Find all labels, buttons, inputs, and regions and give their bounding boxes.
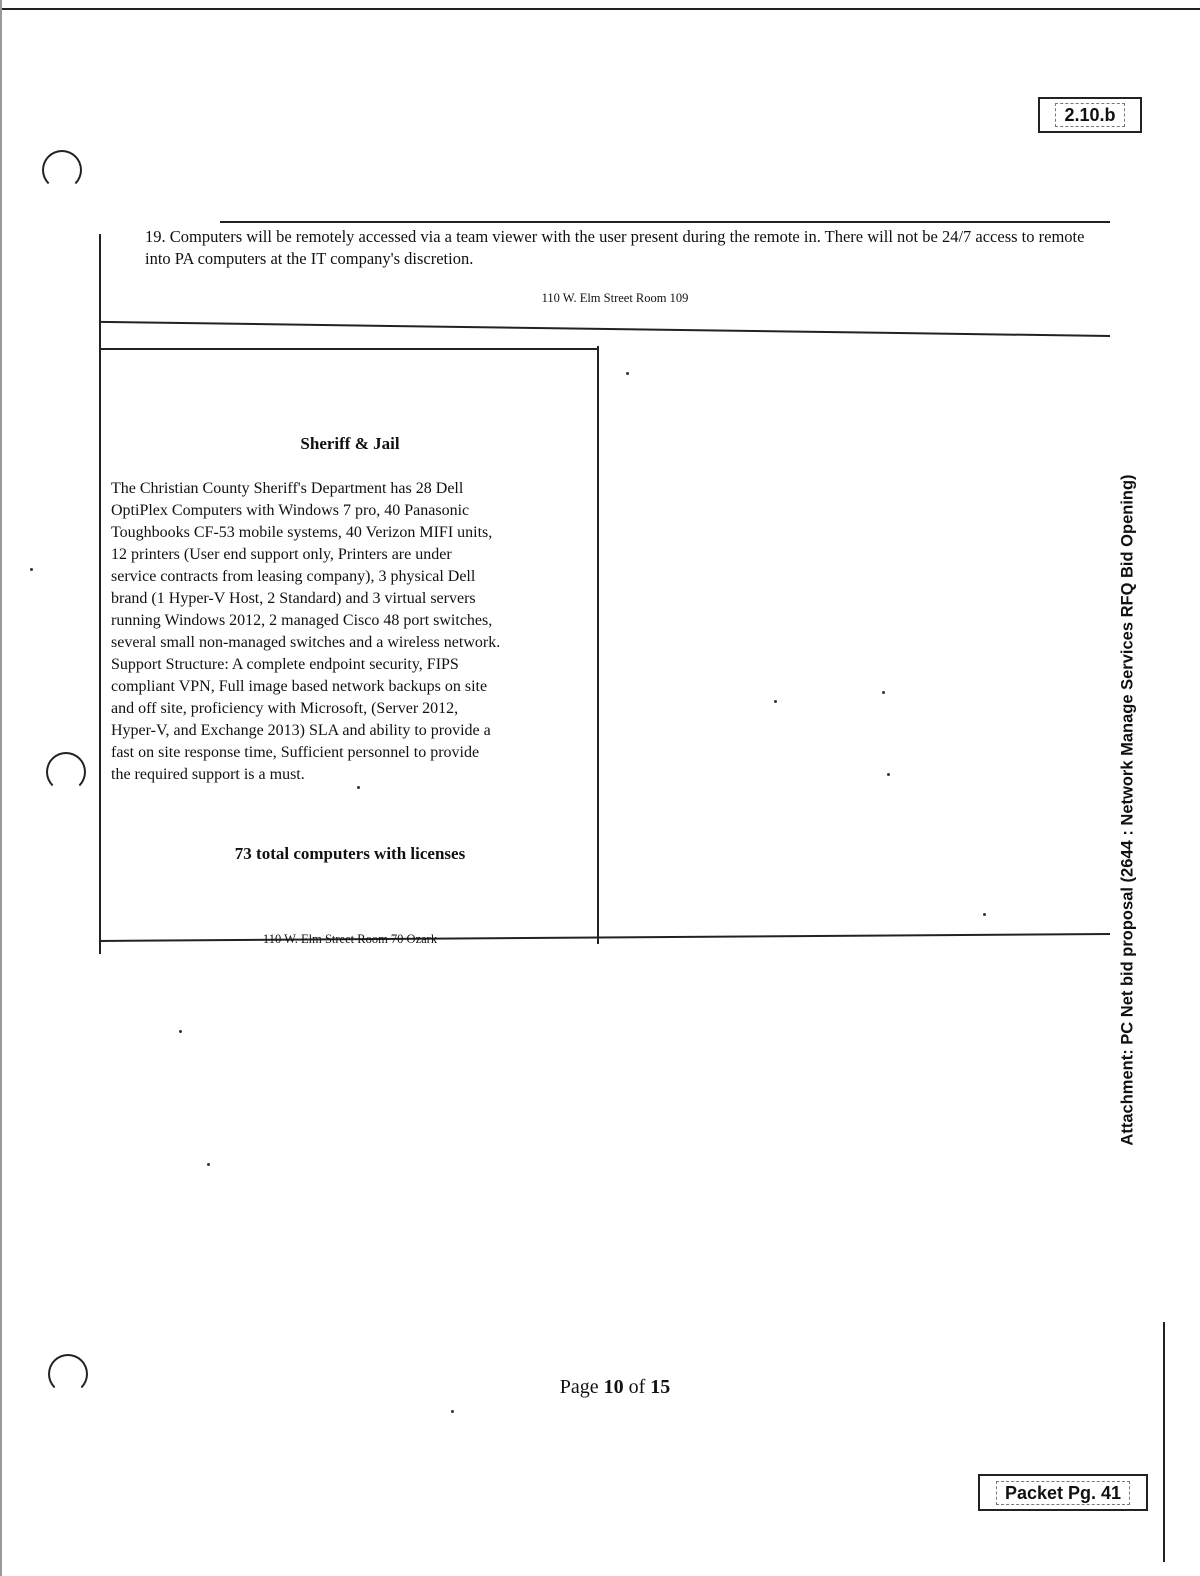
body-line: The Christian County Sheriff's Department has 28 Dell bbox=[111, 480, 464, 497]
scan-speck bbox=[626, 372, 629, 375]
body-line: 12 printers (User end support only, Printers are under bbox=[111, 546, 452, 563]
body-line: Hyper-V, and Exchange 2013) SLA and ability to provide a bbox=[111, 722, 491, 739]
body-line: fast on site response time, Sufficient personnel to provide bbox=[111, 744, 480, 761]
section-title: Sheriff & Jail bbox=[300, 434, 400, 453]
body-line: brand (1 Hyper-V Host, 2 Standard) and 3 virtual servers bbox=[111, 590, 476, 607]
agenda-item-stamp bbox=[1038, 97, 1142, 133]
scan-speck bbox=[451, 1410, 454, 1413]
total-computers: 73 total computers with licenses bbox=[234, 844, 466, 863]
page-prefix: Page bbox=[559, 1376, 599, 1398]
scan-speck bbox=[357, 786, 360, 789]
body-line: and off site, proficiency with Microsoft, (Server 2012, bbox=[111, 700, 459, 717]
scan-speck bbox=[882, 691, 885, 694]
packet-page-stamp bbox=[978, 1474, 1148, 1511]
page-number bbox=[480, 1376, 750, 1399]
item-19-text: 19. Computers will be remotely accessed via a team viewer with the user present during the remote in. There will not be 24/7 access to remote into PA computers at the IT company's discretion. bbox=[145, 227, 1085, 268]
punch-hole-icon bbox=[46, 752, 86, 792]
page-current: 10 bbox=[603, 1376, 624, 1398]
page-of: of bbox=[628, 1376, 646, 1398]
scan-speck bbox=[887, 773, 890, 776]
scan-speck bbox=[179, 1030, 182, 1033]
row-divider bbox=[99, 321, 1110, 337]
body-line: several small non-managed switches and a wireless network. bbox=[111, 634, 501, 651]
scan-speck bbox=[983, 913, 986, 916]
address-room-109: 110 W. Elm Street Room 109 bbox=[541, 291, 689, 305]
page-total: 15 bbox=[650, 1376, 671, 1398]
body-line: running Windows 2012, 2 managed Cisco 48 port switches, bbox=[111, 612, 493, 629]
sheriff-description bbox=[111, 478, 591, 786]
body-line: Toughbooks CF-53 mobile systems, 40 Verizon MIFI units, bbox=[111, 524, 493, 541]
attachment-label: Attachment: PC Net bid proposal (2644 : Network Manage Services RFQ Bid Opening) bbox=[1118, 474, 1137, 1146]
body-line: service contracts from leasing company), 3 physical Dell bbox=[111, 568, 476, 585]
punch-hole-icon bbox=[42, 150, 82, 190]
address-room-70: 110 W. Elm Street Room 70 Ozark bbox=[262, 932, 438, 946]
right-scan-edge bbox=[1163, 1322, 1165, 1562]
scan-speck bbox=[30, 568, 33, 571]
scan-speck bbox=[774, 700, 777, 703]
body-line: compliant VPN, Full image based network backups on site bbox=[111, 678, 488, 695]
scan-speck bbox=[207, 1163, 210, 1166]
left-scan-edge bbox=[0, 0, 2, 1576]
cell-top-border bbox=[99, 348, 599, 350]
agenda-item-number: 2.10.b bbox=[1055, 103, 1124, 127]
top-scan-rule bbox=[0, 8, 1200, 10]
body-line: OptiPlex Computers with Windows 7 pro, 40 Panasonic bbox=[111, 502, 470, 519]
punch-hole-icon bbox=[48, 1354, 88, 1394]
packet-page-label: Packet Pg. 41 bbox=[996, 1481, 1130, 1505]
body-line: Support Structure: A complete endpoint security, FIPS bbox=[111, 656, 459, 673]
table-top-border bbox=[220, 221, 1110, 223]
body-line: the required support is a must. bbox=[111, 766, 305, 783]
